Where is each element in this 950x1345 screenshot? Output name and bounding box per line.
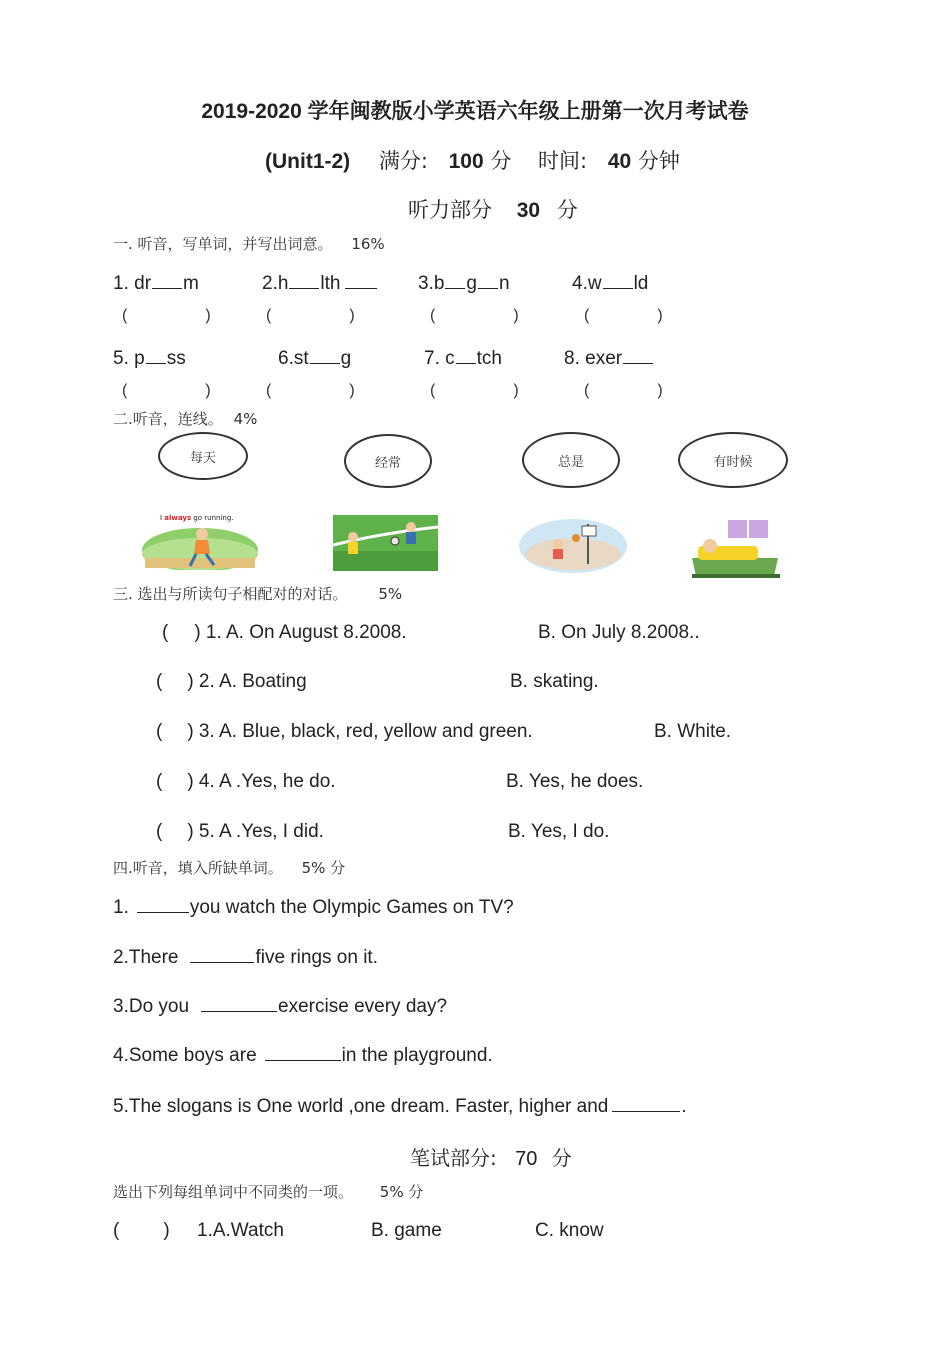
page-title bbox=[0, 95, 950, 125]
dialog-option-b-2 bbox=[510, 671, 599, 693]
answer-paren: ( bbox=[156, 671, 163, 692]
paren-open: ( bbox=[430, 382, 436, 399]
football-picture[interactable] bbox=[333, 515, 438, 571]
option-a: ) 2. A. Boating bbox=[187, 671, 307, 692]
picture-caption: I always go running. bbox=[160, 514, 234, 522]
paren-open: ( bbox=[584, 382, 590, 399]
meaning-parens[interactable] bbox=[430, 382, 519, 400]
option-b: B. On July 8.2008.. bbox=[538, 622, 700, 643]
meaning-parens[interactable] bbox=[430, 307, 519, 325]
section4-percent: 5% 分 bbox=[301, 859, 346, 877]
answer-paren: ( bbox=[156, 771, 163, 792]
section4-heading-text: 四.听音，填入所缺单词。 bbox=[113, 859, 283, 877]
word-part: 2.h bbox=[262, 273, 289, 294]
blank[interactable] bbox=[612, 1095, 680, 1112]
paren-close: ) bbox=[205, 382, 211, 399]
sentence-start: 3.Do you bbox=[113, 996, 190, 1017]
word-part: 8. exer bbox=[564, 348, 623, 369]
paren-close: ) bbox=[349, 382, 355, 399]
time-value: 40 bbox=[607, 150, 632, 173]
answer-paren-open: ( bbox=[113, 1220, 120, 1241]
dialog-item-2[interactable] bbox=[156, 671, 307, 693]
section4-heading bbox=[113, 857, 345, 878]
oval-label: 有时候 bbox=[713, 454, 753, 470]
full-score-label: 满分: bbox=[378, 149, 428, 173]
word-part: 7. c bbox=[424, 348, 455, 369]
blank[interactable] bbox=[445, 272, 465, 289]
section1-heading bbox=[113, 233, 385, 254]
sentence-end: exercise every day? bbox=[278, 996, 448, 1017]
section2-heading-text: 二.听音，连线。 bbox=[113, 410, 223, 428]
option-a: ) 1. A. On August 8.2008. bbox=[194, 622, 407, 643]
dialog-option-b-3 bbox=[654, 721, 731, 743]
blank[interactable] bbox=[146, 347, 166, 364]
dialog-item-1[interactable] bbox=[162, 622, 407, 644]
oval-label: 经常 bbox=[374, 455, 401, 471]
meaning-parens[interactable] bbox=[584, 307, 663, 325]
blank[interactable] bbox=[137, 896, 189, 913]
sentence-end: you watch the Olympic Games on TV? bbox=[189, 897, 514, 918]
section1-percent: 16% bbox=[351, 235, 385, 253]
word-item-2 bbox=[262, 272, 378, 295]
fill-item-4 bbox=[113, 1044, 493, 1067]
blank[interactable] bbox=[603, 272, 633, 289]
section5-percent: 5% 分 bbox=[379, 1183, 424, 1201]
written-part-heading bbox=[410, 1142, 572, 1171]
written-unit: 分 bbox=[551, 1146, 572, 1170]
fill-item-5 bbox=[113, 1095, 687, 1118]
option-c bbox=[535, 1220, 604, 1242]
meaning-parens[interactable] bbox=[122, 307, 211, 325]
answer-paren: ( bbox=[156, 821, 163, 842]
option-b: B. skating. bbox=[510, 671, 599, 692]
word-part: 6.st bbox=[278, 348, 309, 369]
sentence-start: 1. bbox=[113, 897, 129, 918]
section5-heading bbox=[113, 1181, 423, 1202]
option-a: ) 3. A. Blue, black, red, yellow and green. bbox=[187, 721, 533, 742]
answer-paren-close: ) bbox=[163, 1220, 170, 1241]
blank[interactable] bbox=[265, 1044, 341, 1061]
written-label: 笔试部分: bbox=[410, 1146, 497, 1170]
blank[interactable] bbox=[201, 995, 277, 1012]
word-item-4 bbox=[572, 272, 648, 295]
option-a bbox=[197, 1220, 284, 1242]
frequency-oval-always[interactable] bbox=[522, 432, 620, 488]
paren-close: ) bbox=[657, 382, 663, 399]
word-part: g bbox=[466, 273, 477, 294]
meaning-parens[interactable] bbox=[266, 382, 355, 400]
word-item-3 bbox=[418, 272, 510, 295]
full-score: 100 bbox=[448, 150, 484, 173]
sentence-start: 5.The slogans is One world ,one dream. Faster, higher and bbox=[113, 1096, 609, 1117]
section3-heading bbox=[113, 583, 402, 604]
oval-label: 每天 bbox=[189, 450, 216, 466]
word-part: n bbox=[499, 273, 510, 294]
meaning-parens[interactable] bbox=[122, 382, 211, 400]
dialog-option-b-4 bbox=[506, 771, 643, 793]
word-part: g bbox=[340, 348, 352, 369]
fill-item-2 bbox=[113, 946, 378, 969]
title-text: 2019-2020 学年闽教版小学英语六年级上册第一次月考试卷 bbox=[201, 100, 749, 123]
blank[interactable] bbox=[152, 272, 182, 289]
written-score: 70 bbox=[515, 1148, 538, 1170]
frequency-oval-often[interactable] bbox=[344, 434, 432, 488]
word-part: 1. dr bbox=[113, 273, 152, 294]
option-c-text: C. know bbox=[535, 1220, 604, 1241]
section1-heading-text: 一. 听音，写单词，并写出词意。 bbox=[113, 235, 333, 253]
full-score-unit: 分 bbox=[490, 149, 512, 173]
oval-label: 总是 bbox=[557, 454, 584, 470]
dialog-option-b-1 bbox=[538, 622, 700, 644]
option-b bbox=[371, 1220, 442, 1242]
sentence-start: 2.There bbox=[113, 947, 179, 968]
meaning-parens[interactable] bbox=[584, 382, 663, 400]
word-item-6 bbox=[278, 347, 351, 370]
sleeping-picture[interactable] bbox=[688, 518, 782, 580]
paren-close: ) bbox=[513, 307, 519, 324]
option-a-text: 1.A.Watch bbox=[197, 1220, 284, 1241]
option-a: ) 4. A .Yes, he do. bbox=[187, 771, 336, 792]
word-part: tch bbox=[476, 348, 502, 369]
section3-percent: 5% bbox=[378, 585, 403, 603]
word-part: ld bbox=[633, 273, 649, 294]
option-b: B. White. bbox=[654, 721, 732, 742]
word-item-5 bbox=[113, 347, 186, 370]
time-unit: 分钟 bbox=[637, 149, 680, 173]
blank[interactable] bbox=[623, 347, 653, 364]
option-b: B. Yes, he does. bbox=[506, 771, 644, 792]
paren-close: ) bbox=[349, 307, 355, 324]
blank[interactable] bbox=[345, 272, 377, 289]
section5-heading-text: 选出下列每组单词中不同类的一项。 bbox=[113, 1183, 354, 1201]
fill-item-3 bbox=[113, 995, 447, 1018]
frequency-oval-everyday[interactable] bbox=[158, 432, 248, 480]
blank[interactable] bbox=[190, 946, 254, 963]
word-part: m bbox=[183, 273, 199, 294]
paren-close: ) bbox=[513, 382, 519, 399]
sentence-end: . bbox=[681, 1096, 687, 1117]
word-part: 4.w bbox=[572, 273, 602, 294]
listening-part-heading bbox=[408, 194, 578, 224]
frequency-oval-sometimes[interactable] bbox=[678, 432, 788, 488]
blank[interactable] bbox=[478, 272, 498, 289]
dialog-item-5[interactable] bbox=[156, 821, 324, 843]
section2-percent: 4% bbox=[233, 410, 258, 428]
odd-one-out-item-1[interactable] bbox=[113, 1220, 170, 1242]
fill-item-1 bbox=[113, 896, 514, 919]
time-label: 时间: bbox=[538, 149, 588, 173]
section2-heading bbox=[113, 408, 257, 429]
dialog-item-3[interactable] bbox=[156, 721, 533, 743]
sentence-start: 4.Some boys are bbox=[113, 1045, 257, 1066]
word-item-8 bbox=[564, 347, 654, 370]
paren-close: ) bbox=[657, 307, 663, 324]
option-b-text: B. game bbox=[371, 1220, 442, 1241]
paren-open: ( bbox=[122, 307, 128, 324]
dialog-item-4[interactable] bbox=[156, 771, 336, 793]
word-part: ss bbox=[166, 348, 186, 369]
section3-heading-text: 三. 选出与所读句子相配对的对话。 bbox=[113, 585, 348, 603]
option-b: B. Yes, I do. bbox=[508, 821, 610, 842]
answer-paren: ( bbox=[162, 622, 169, 643]
sentence-end: five rings on it. bbox=[255, 947, 378, 968]
page-subtitle bbox=[265, 145, 680, 175]
paren-close: ) bbox=[205, 307, 211, 324]
paren-open: ( bbox=[266, 307, 272, 324]
running-boy-picture[interactable] bbox=[140, 510, 260, 570]
dialog-option-b-5 bbox=[508, 821, 609, 843]
blank[interactable] bbox=[289, 272, 319, 289]
paren-open: ( bbox=[584, 307, 590, 324]
listening-unit: 分 bbox=[556, 198, 578, 222]
listening-score: 30 bbox=[516, 199, 541, 222]
word-part: 5. p bbox=[113, 348, 145, 369]
sentence-end: in the playground. bbox=[341, 1045, 493, 1066]
word-part: lth bbox=[320, 273, 341, 294]
basketball-picture[interactable] bbox=[518, 514, 628, 574]
paren-open: ( bbox=[122, 382, 128, 399]
unit-range: (Unit1-2) bbox=[265, 150, 351, 173]
meaning-parens[interactable] bbox=[266, 307, 355, 325]
paren-open: ( bbox=[430, 307, 436, 324]
blank[interactable] bbox=[310, 347, 340, 364]
word-item-1 bbox=[113, 272, 199, 295]
option-a: ) 5. A .Yes, I did. bbox=[187, 821, 324, 842]
word-part: 3.b bbox=[418, 273, 445, 294]
listening-label: 听力部分 bbox=[408, 198, 492, 222]
paren-open: ( bbox=[266, 382, 272, 399]
blank[interactable] bbox=[456, 347, 476, 364]
word-item-7 bbox=[424, 347, 502, 370]
answer-paren: ( bbox=[156, 721, 163, 742]
